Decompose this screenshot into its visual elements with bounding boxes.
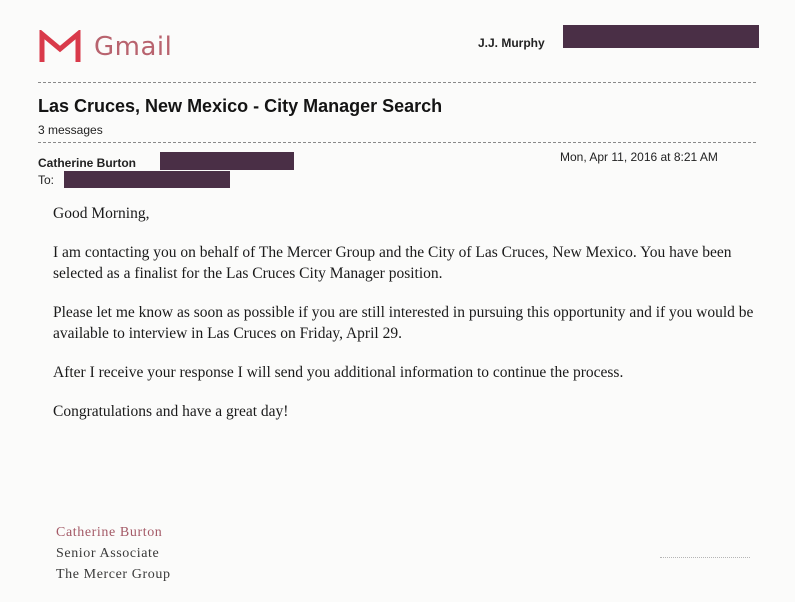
- divider: [660, 557, 750, 558]
- divider: [38, 142, 756, 143]
- signature-title: Senior Associate: [56, 546, 160, 561]
- to-label: To:: [38, 173, 55, 187]
- body-paragraph: After I receive your response I will send you additional information to continue the process.: [53, 364, 624, 381]
- body-paragraph: Congratulations and have a great day!: [53, 403, 289, 420]
- body-paragraph: Please let me know as soon as possible if you are still interested in pursuing this opportunity and if you would be available to interview in Las Cruces on Friday, April 29.: [53, 304, 754, 342]
- thread-subject: Las Cruces, New Mexico - City Manager Search: [38, 96, 443, 116]
- redacted-email: [563, 25, 759, 48]
- body-paragraph: I am contacting you on behalf of The Mercer Group and the City of Las Cruces, New Mexico. You have been selected as a finalist for the Las Cruces City Manager position.: [53, 244, 732, 282]
- logo-wordmark: Gmail: [94, 32, 173, 62]
- gmail-m-icon: [38, 30, 82, 64]
- redacted-sender-email: [160, 152, 294, 170]
- sender-name: Catherine Burton: [38, 156, 137, 170]
- message-body: [53, 203, 773, 440]
- message-date: Mon, Apr 11, 2016 at 8:21 AM: [560, 150, 718, 164]
- signature-name: Catherine Burton: [56, 525, 163, 540]
- greeting: Good Morning,: [53, 205, 150, 222]
- signature-org: The Mercer Group: [56, 567, 171, 582]
- divider: [38, 82, 756, 83]
- signature: [56, 522, 171, 585]
- redacted-recipient: [64, 171, 230, 188]
- gmail-logo[interactable]: [38, 30, 172, 64]
- account-name: J.J. Murphy: [478, 36, 545, 50]
- message-count: 3 messages: [38, 123, 103, 137]
